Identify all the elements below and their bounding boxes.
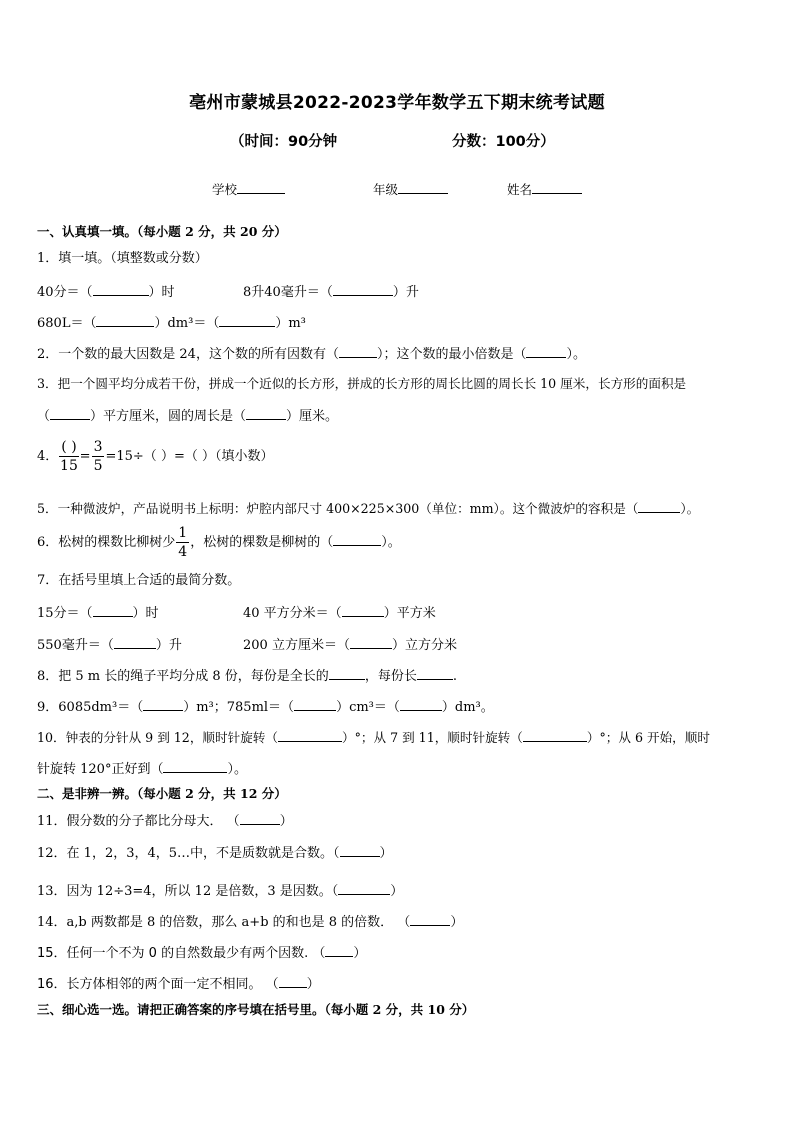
q7-d-blank[interactable] bbox=[350, 636, 392, 649]
q9-text2: ）m³；785ml＝（ bbox=[183, 700, 295, 715]
q9-text1: 9．6085dm³＝（ bbox=[37, 700, 144, 715]
q14-line bbox=[37, 913, 463, 931]
q7-line2-b bbox=[243, 636, 457, 654]
q6-blank[interactable] bbox=[333, 533, 381, 546]
q10-blank1[interactable] bbox=[278, 729, 342, 742]
q8-text2: ，每份长 bbox=[364, 669, 417, 684]
q11-line bbox=[37, 812, 293, 830]
q9-text4: ）dm³。 bbox=[441, 700, 494, 715]
q7-line2 bbox=[37, 636, 182, 654]
q8-line bbox=[37, 667, 457, 685]
q1-a-text: 40分＝（ bbox=[37, 285, 93, 300]
q7-stem: 7．在括号里填上合适的最简分数。 bbox=[37, 573, 241, 588]
q10-text2: ）°；从 7 到 11，顺时针旋转（ bbox=[341, 730, 523, 745]
exam-time: （时间：90分钟 bbox=[230, 134, 338, 150]
q16-blank[interactable] bbox=[279, 975, 307, 988]
exam-score: 分数：100分） bbox=[452, 134, 555, 150]
exam-title: 亳州市蒙城县2022-2023学年数学五下期末统考试题 bbox=[189, 93, 605, 113]
q3-text3: ）厘米。 bbox=[286, 409, 339, 424]
school-label: 学校 bbox=[212, 182, 238, 197]
section2-heading: 二、是非辨一辨。（每小题 2 分，共 12 分） bbox=[37, 786, 287, 801]
q12-blank[interactable] bbox=[340, 844, 380, 857]
q1-c-text: 680L＝（ bbox=[37, 316, 97, 331]
q8-text3: . bbox=[452, 669, 457, 684]
q3-line1: 3．把一个圆平均分成若干份，拼成一个近似的长方形，拼成的长方形的周长比圆的周长长 10 厘米，长方形的面积是 bbox=[37, 376, 687, 391]
q8-blank2[interactable] bbox=[417, 667, 453, 680]
q7-b-unit: ）平方米 bbox=[383, 606, 436, 621]
q13-close: ） bbox=[390, 884, 404, 899]
q13-text: 13．因为 12÷3=4，所以 12 是倍数，3 是因数。（ bbox=[37, 884, 339, 899]
q16-text: 16．长方体相邻的两个面一定不相同。 （ bbox=[37, 977, 279, 992]
q7-line1-b bbox=[243, 604, 436, 622]
q14-close: ） bbox=[450, 915, 464, 930]
q4-frac2-denominator: 5 bbox=[93, 458, 103, 474]
q1-stem: 1．填一填。（填整数或分数） bbox=[37, 251, 208, 266]
q1-b-blank[interactable] bbox=[333, 283, 393, 296]
q7-d-unit: ）立方分米 bbox=[391, 638, 457, 653]
q16-line bbox=[37, 975, 320, 993]
q9-blank3[interactable] bbox=[400, 698, 442, 711]
q7-a-unit: ）时 bbox=[132, 606, 159, 621]
q5-blank[interactable] bbox=[638, 500, 680, 513]
q11-text: 11．假分数的分子都比分母大． （ bbox=[37, 814, 240, 829]
q8-blank1[interactable] bbox=[329, 667, 365, 680]
q7-b-text: 40 平方分米＝（ bbox=[243, 606, 342, 621]
q10-line2 bbox=[37, 760, 247, 778]
q5-text2: ）。 bbox=[680, 501, 700, 516]
q6-text2: ，松树的棵数是柳树的（ bbox=[190, 535, 334, 550]
q2-line bbox=[37, 345, 586, 363]
q11-close: ） bbox=[279, 814, 293, 829]
q4-rest: =15÷（ ）=（ ）（填小数） bbox=[105, 449, 274, 464]
q2-text1: 2．一个数的最大因数是 24，这个数的所有因数有（ bbox=[37, 347, 339, 362]
q9-blank1[interactable] bbox=[143, 698, 183, 711]
q3-blank2[interactable] bbox=[246, 407, 286, 420]
q7-b-blank[interactable] bbox=[342, 604, 384, 617]
q12-text: 12．在 1，2，3，4，5…中，不是质数就是合数。（ bbox=[37, 846, 340, 861]
name-field bbox=[507, 180, 582, 198]
q10-text5: ）。 bbox=[227, 762, 247, 777]
q4-fraction2 bbox=[92, 438, 105, 475]
q7-a-blank[interactable] bbox=[93, 604, 133, 617]
q1-b-text: 8升40毫升＝（ bbox=[243, 285, 333, 300]
q6-line bbox=[37, 524, 401, 561]
grade-label: 年级 bbox=[373, 182, 399, 197]
q1-c-mid: ）dm³＝（ bbox=[154, 316, 220, 331]
q10-blank2[interactable] bbox=[523, 729, 587, 742]
q2-blank1[interactable] bbox=[339, 345, 377, 358]
q16-close: ） bbox=[306, 977, 320, 992]
q5-text1: 5．一种微波炉，产品说明书上标明：炉腔内部尺寸 400×225×300（单位：mm）。这个微波炉的容积是（ bbox=[37, 501, 639, 516]
section1-heading: 一、认真填一填。（每小题 2 分，共 20 分） bbox=[37, 224, 287, 239]
q12-close: ） bbox=[379, 846, 393, 861]
q7-line1 bbox=[37, 604, 159, 622]
q13-blank[interactable] bbox=[338, 882, 390, 895]
q6-frac-numerator: 1 bbox=[178, 525, 188, 541]
q4-frac2-numerator: 3 bbox=[93, 439, 103, 455]
q4-equals: = bbox=[79, 449, 91, 464]
q7-c-text: 550毫升＝（ bbox=[37, 638, 114, 653]
name-label: 姓名 bbox=[507, 182, 533, 197]
q6-text1: 6．松树的棵数比柳树少 bbox=[37, 535, 176, 550]
name-blank[interactable] bbox=[532, 181, 582, 194]
q10-text1: 10．钟表的分针从 9 到 12，顺时针旋转（ bbox=[37, 730, 278, 745]
q1-a-unit: ）时 bbox=[148, 285, 175, 300]
q6-frac-denominator: 4 bbox=[178, 544, 188, 560]
grade-field bbox=[373, 180, 448, 198]
q4-number: 4． bbox=[37, 449, 59, 464]
q3-text1: （ bbox=[37, 409, 51, 424]
q15-line bbox=[37, 944, 366, 962]
q9-text3: ）cm³＝（ bbox=[336, 700, 400, 715]
q7-c-unit: ）升 bbox=[155, 638, 182, 653]
q2-text3: ）。 bbox=[566, 347, 586, 362]
school-field bbox=[212, 180, 285, 198]
q2-blank2[interactable] bbox=[526, 345, 566, 358]
q9-line bbox=[37, 698, 494, 716]
q10-blank3[interactable] bbox=[163, 760, 227, 773]
q4-frac1-denominator: 15 bbox=[60, 458, 78, 474]
q15-text: 15．任何一个不为 0 的自然数最少有两个因数. （ bbox=[37, 946, 326, 961]
q1-line2 bbox=[37, 314, 306, 332]
q14-text: 14．a,b 两数都是 8 的倍数，那么 a+b 的和也是 8 的倍数． （ bbox=[37, 915, 411, 930]
q1-line1 bbox=[37, 283, 175, 301]
q1-c-blank1[interactable] bbox=[96, 314, 154, 327]
q1-a-blank[interactable] bbox=[93, 283, 149, 296]
grade-blank[interactable] bbox=[398, 181, 448, 194]
q15-close: ） bbox=[353, 946, 367, 961]
school-blank[interactable] bbox=[237, 181, 285, 194]
q14-blank[interactable] bbox=[410, 913, 450, 926]
q4-fraction1 bbox=[59, 438, 78, 475]
q10-text4: 针旋转 120°正好到（ bbox=[37, 762, 164, 777]
q4-line bbox=[37, 438, 273, 475]
q11-blank[interactable] bbox=[240, 812, 280, 825]
q5-line bbox=[37, 500, 699, 517]
q3-text2: ）平方厘米，圆的周长是（ bbox=[90, 409, 247, 424]
q8-text1: 8．把 5 m 长的绳子平均分成 8 份，每份是全长的 bbox=[37, 669, 329, 684]
q1-c-blank2[interactable] bbox=[219, 314, 275, 327]
q9-blank2[interactable] bbox=[294, 698, 336, 711]
q7-c-blank[interactable] bbox=[114, 636, 156, 649]
q1-c-unit: ）m³ bbox=[275, 316, 306, 331]
q4-frac1-numerator[interactable]: ( ) bbox=[61, 439, 77, 455]
q13-line bbox=[37, 882, 403, 900]
section3-heading: 三、细心选一选。请把正确答案的序号填在括号里。（每小题 2 分，共 10 分） bbox=[37, 1002, 475, 1017]
q7-a-text: 15分＝（ bbox=[37, 606, 93, 621]
q6-text3: ）。 bbox=[381, 535, 401, 550]
q3-blank1[interactable] bbox=[50, 407, 90, 420]
q1-b-unit: ）升 bbox=[392, 285, 419, 300]
q7-d-text: 200 立方厘米＝（ bbox=[243, 638, 350, 653]
q3-line2 bbox=[37, 407, 338, 425]
q12-line bbox=[37, 844, 393, 862]
q10-line1 bbox=[37, 729, 710, 746]
q1-line1-b bbox=[243, 283, 419, 301]
q2-text2: ）；这个数的最小倍数是（ bbox=[376, 347, 527, 362]
q15-blank[interactable] bbox=[325, 944, 353, 957]
q10-text3: ）°；从 6 开始，顺时 bbox=[586, 730, 710, 745]
q6-fraction bbox=[176, 524, 189, 561]
